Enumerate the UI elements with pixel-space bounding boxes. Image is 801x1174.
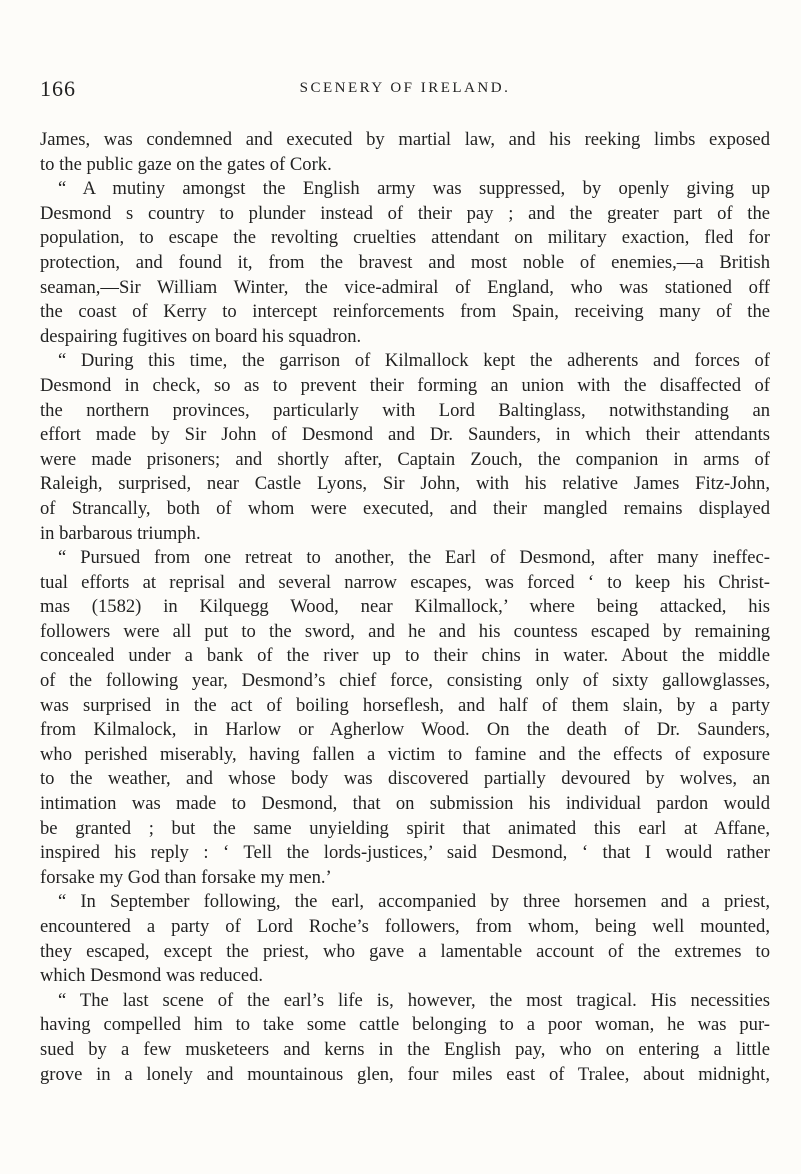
text-line: having compelled him to take some cattle belonging to a poor woman, he was pur- xyxy=(40,1014,770,1036)
text-line: of the following year, Desmond’s chief force, consisting only of sixty gallowglasses, xyxy=(40,670,770,692)
text-line: were made prisoners; and shortly after, Captain Zouch, the companion in arms of xyxy=(40,448,770,470)
text-line: grove in a lonely and mountainous glen, four miles east of Tralee, about midnight, xyxy=(40,1063,770,1085)
text-line: from Kilmalock, in Harlow or Agherlow Wood. On the death of Dr. Saunders, xyxy=(40,719,770,741)
text-line: James, was condemned and executed by martial law, and his reeking limbs exposed xyxy=(40,129,770,150)
text-line: mas (1582) in Kilquegg Wood, near Kilmallock,’ where being attacked, his xyxy=(40,596,770,618)
text-line: which Desmond was reduced. xyxy=(40,965,264,987)
text-line: population, to escape the revolting cruelties attendant on military exaction, fled for xyxy=(40,227,770,249)
text-line: “ In September following, the earl, accompanied by three horsemen and a priest, xyxy=(58,891,770,913)
body-text xyxy=(40,128,770,1087)
text-line: “ The last scene of the earl’s life is, however, the most tragical. His necessities xyxy=(58,989,770,1011)
text-line: despairing fugitives on board his squadron. xyxy=(40,325,362,347)
text-line: be granted ; but the same unyielding spirit that animated this earl at Affane, xyxy=(40,817,770,839)
text-line: in barbarous triumph. xyxy=(40,522,201,544)
text-line: the northern provinces, particularly with Lord Baltinglass, notwithstanding an xyxy=(40,399,770,421)
text-line: to the public gaze on the gates of Cork. xyxy=(40,153,332,175)
page-number: 166 xyxy=(40,76,76,101)
text-line: “ A mutiny amongst the English army was suppressed, by openly giving up xyxy=(58,178,770,200)
text-line: sued by a few musketeers and kerns in the English pay, who on entering a little xyxy=(40,1038,770,1060)
text-line: effort made by Sir John of Desmond and Dr. Saunders, in which their attendants xyxy=(40,424,770,446)
text-line: “ During this time, the garrison of Kilmallock kept the adherents and forces of xyxy=(58,350,770,372)
text-line: they escaped, except the priest, who gave a lamentable account of the extremes to xyxy=(40,940,770,962)
text-line: followers were all put to the sword, and he and his countess escaped by remaining xyxy=(40,620,770,642)
text-line: to the weather, and whose body was discovered partially devoured by wolves, an xyxy=(40,768,770,790)
text-line: forsake my God than forsake my men.’ xyxy=(40,866,332,888)
text-line: Raleigh, surprised, near Castle Lyons, Sir John, with his relative James Fitz-John, xyxy=(40,473,770,495)
text-line: the coast of Kerry to intercept reinforcements from Spain, receiving many of the xyxy=(40,301,770,323)
running-head: SCENERY OF IRELAND. xyxy=(299,80,511,96)
text-line: was surprised in the act of boiling horseflesh, and half of them slain, by a party xyxy=(40,694,770,716)
page-header xyxy=(40,76,770,106)
text-line: Desmond in check, so as to prevent their forming an union with the disaffected of xyxy=(40,374,770,396)
text-line: “ Pursued from one retreat to another, the Earl of Desmond, after many ineffec- xyxy=(58,547,770,569)
text-line: of Strancally, both of whom were executed, and their mangled remains displayed xyxy=(40,497,770,519)
text-line: protection, and found it, from the bravest and most noble of enemies,—a British xyxy=(40,251,770,273)
text-line: seaman,—Sir William Winter, the vice-admiral of England, who was stationed off xyxy=(40,276,770,298)
text-line: intimation was made to Desmond, that on submission his individual pardon would xyxy=(40,793,770,815)
text-line: Desmond s country to plunder instead of their pay ; and the greater part of the xyxy=(40,202,770,224)
text-line: concealed under a bank of the river up to their chins in water. About the middle xyxy=(40,645,770,667)
text-line: encountered a party of Lord Roche’s followers, from whom, being well mounted, xyxy=(40,916,770,937)
text-line: who perished miserably, having fallen a victim to famine and the effects of exposure xyxy=(40,743,770,765)
text-line: inspired his reply : ‘ Tell the lords-justices,’ said Desmond, ‘ that I would rather xyxy=(40,842,770,864)
text-line: tual efforts at reprisal and several narrow escapes, was forced ‘ to keep his Christ- xyxy=(40,571,770,593)
